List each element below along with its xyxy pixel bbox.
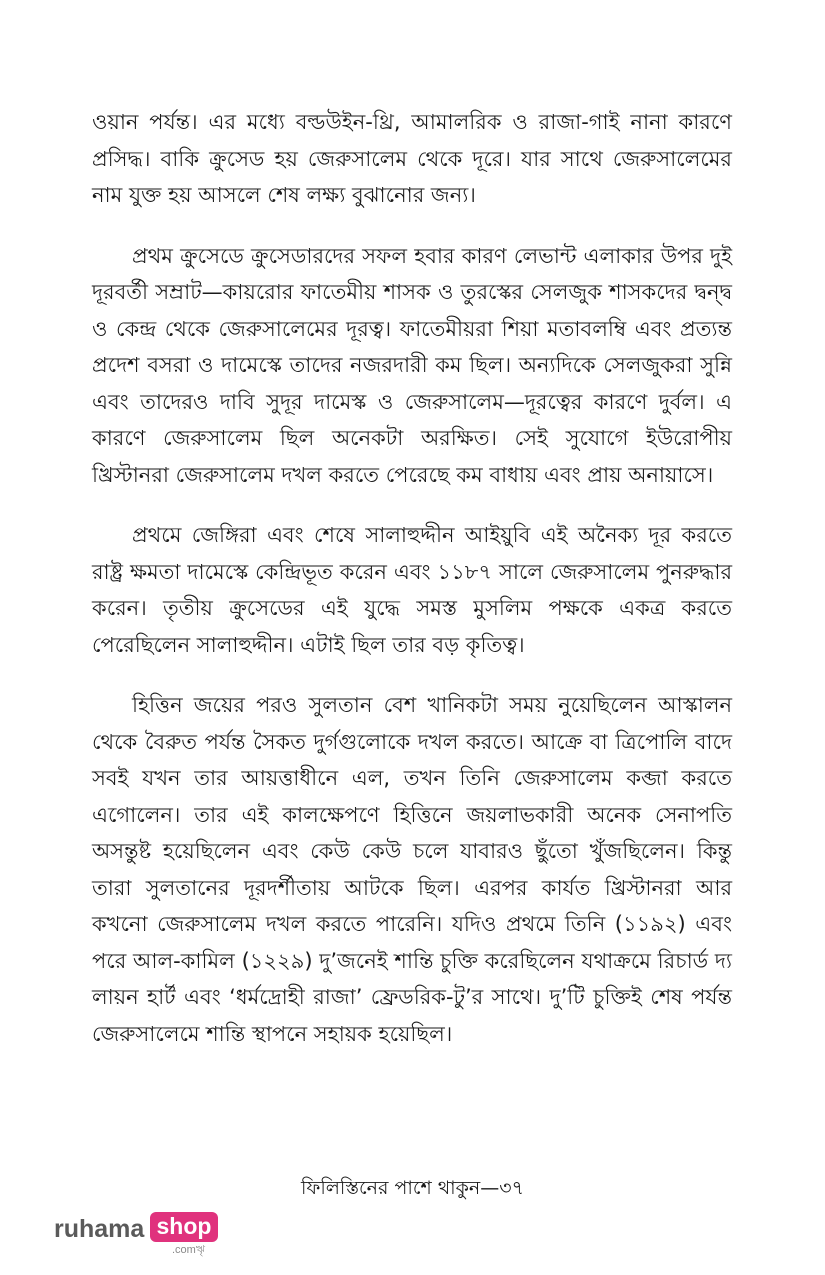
watermark-domain: .comৠ: [172, 1244, 205, 1256]
running-footer: ফিলিস্তিনের পাশে থাকুন—৩৭: [301, 1177, 524, 1199]
paragraph-4: হিত্তিন জয়ের পরও সুলতান বেশ খানিকটা সময় নুয়েছিলেন আস্কালন থেকে বৈরুত পর্যন্ত সৈকত দুর্গগুলোকে দখল করতে। আক্রে বা ত্রিপোলি বাদে সবই যখন তার আয়ত্তাধীনে এল, তখন তিনি জেরুসালেম কব্জা করতে এগোলেন। তার এই কালক্ষেপণে হিত্তিনে জয়লাভকারী অনেক সেনাপতি অসন্তুষ্ট হয়েছিলেন এবং কেউ কেউ চলে যাবারও ছুঁতো খুঁজছিলেন। কিন্তু তারা সুলতানের দূরদর্শীতায় আটকে ছিল। এরপর কার্যত খ্রিস্টানরা আর কখনো জেরুসালেম দখল করতে পারেনি। যদিও প্রথমে তিনি (১১৯২) এবং পরে আল-কামিল (১২২৯) দু’জনেই শান্তি চুক্তি করেছিলেন যথাক্রমে রিচার্ড দ্য লায়ন হার্ট এবং ‘ধর্মদ্রোহী রাজা’ ফ্রেডরিক-টু’র সাথে। দু’টি চুক্তিই শেষ পর্যন্ত জেরুসালেমে শান্তি স্থাপনে সহায়ক হয়েছিল।: [92, 693, 732, 1046]
paragraph-3: প্রথমে জেঙ্গিরা এবং শেষে সালাহুদ্দীন আইয়ুবি এই অনৈক্য দূর করতে রাষ্ট্র ক্ষমতা দামেস্কে কেন্দ্রিভূত করেন এবং ১১৮৭ সালে জেরুসালেম পুনরুদ্ধার করেন। তৃতীয় ক্রুসেডের এই যুদ্ধে সমস্ত মুসলিম পক্ষকে একত্র করতে পেরেছিলেন সালাহুদ্দীন। এটাই ছিল তার বড় কৃতিত্ব।: [92, 523, 732, 657]
watermark-shop-badge: [150, 1212, 218, 1242]
ruhamashop-watermark-logo: [54, 1212, 224, 1260]
watermark-brand-right: shop: [156, 1213, 212, 1239]
paragraph-2: প্রথম ক্রুসেডে ক্রুসেডারদের সফল হবার কারণ লেভান্ট এলাকার উপর দুই দূরবর্তী সম্রাট—কায়রোর ফাতেমীয় শাসক ও তুরস্কের সেলজুক শাসকদের দ্বন্দ্ব ও কেন্দ্র থেকে জেরুসালেমের দূরত্ব। ফাতেমীয়রা শিয়া মতাবলম্বি এবং প্রত্যন্ত প্রদেশ বসরা ও দামেস্কে তাদের নজরদারী কম ছিল। অন্যদিকে সেলজুকরা সুন্নি এবং তাদেরও দাবি সুদূর দামেস্ক ও জেরুসালেম—দূরত্বের কারণে দুর্বল। এ কারণে জেরুসালেম ছিল অনেকটা অরক্ষিত। সেই সুযোগে ইউরোপীয় খ্রিস্টানরা জেরুসালেম দখল করতে পেরেছে কম বাধায় এবং প্রায় অনায়াসে।: [92, 243, 732, 487]
page-body: [92, 104, 732, 1076]
watermark-brand-left: ruhama: [54, 1215, 145, 1243]
paragraph-1: ওয়ান পর্যন্ত। এর মধ্যে বল্ডউইন-থ্রি, আমালরিক ও রাজা-গাই নানা কারণে প্রসিদ্ধ। বাকি ক্রুসেড হয় জেরুসালেম থেকে দূরে। যার সাথে জেরুসালেমের নাম যুক্ত হয় আসলে শেষ লক্ষ্য বুঝানোর জন্য।: [92, 110, 732, 207]
